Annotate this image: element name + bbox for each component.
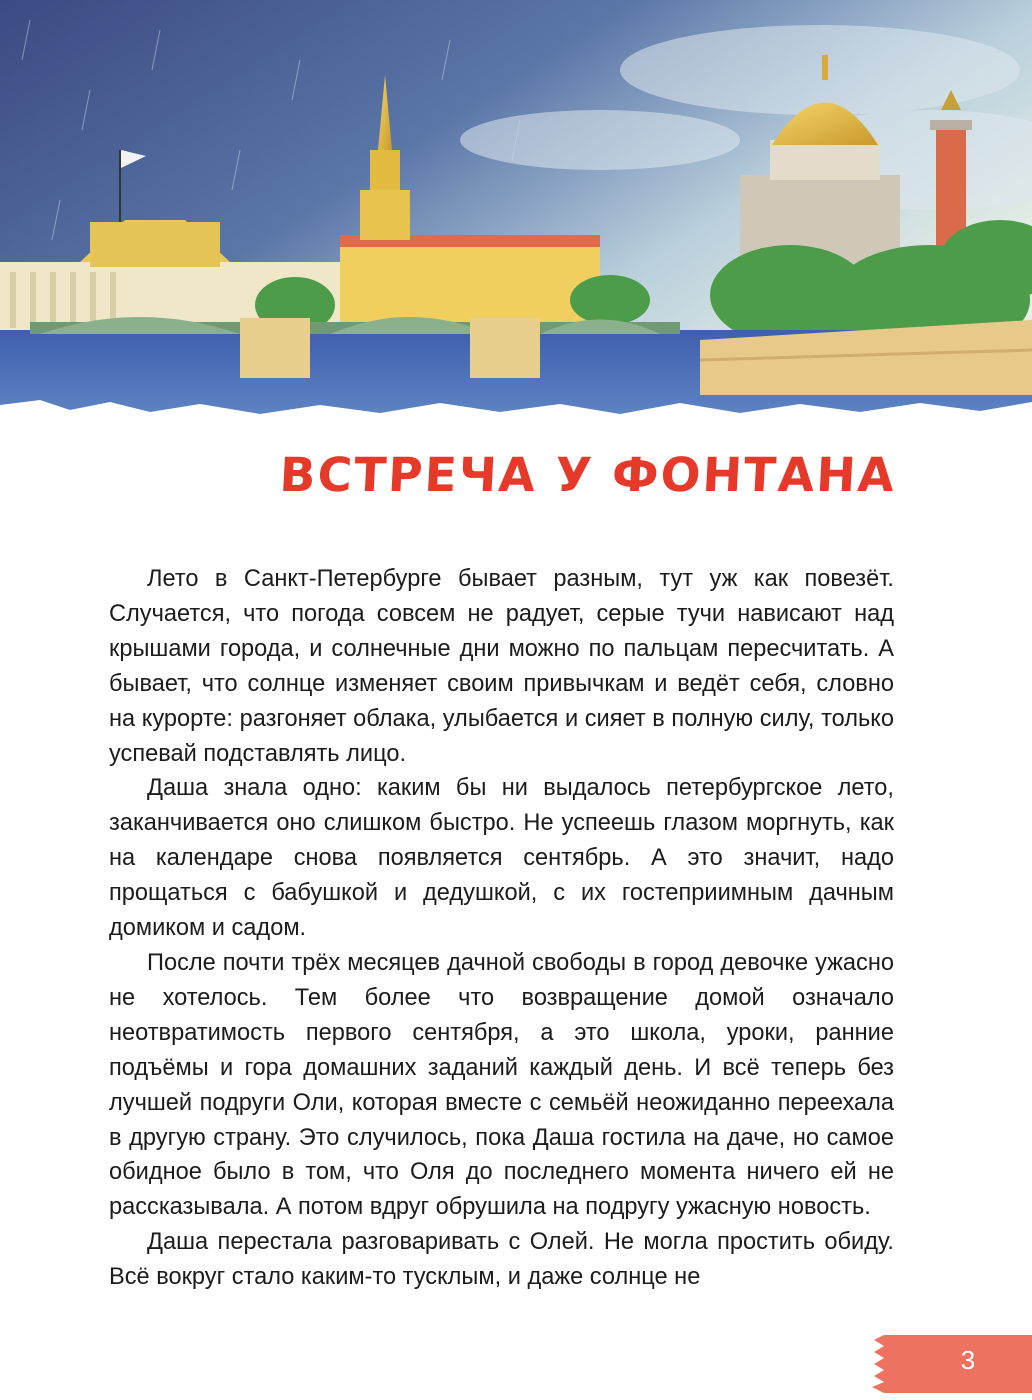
chapter-title: ВСТРЕЧА У ФОНТАНА — [278, 448, 898, 503]
saint-petersburg-illustration — [0, 0, 1032, 440]
page-number: 3 — [960, 1345, 976, 1375]
paragraph: Лето в Санкт-Петербурге бывает разным, тут уж как повезёт. Случается, что погода совсем не радует, серые тучи нависают над крышами города, и солнечные дни можно по пальцам пересчитать. А бывает, что солнце изменяет своим привычкам и ведёт себя, словно на курорте: разгоняет облака, улыбается и сияет в полную силу, только успевай подставлять лицо. — [109, 566, 894, 767]
paragraph: Даша знала одно: каким бы ни выдалось петербургское лето, заканчивается оно слишком быстро. Не успеешь глазом моргнуть, как на календаре снова появляется сентябрь. А это значит, надо прощаться с бабушкой и дедушкой, с их гостеприимным дачным домиком и садом. — [109, 775, 894, 942]
paragraph: Даша перестала разговаривать с Олей. Не могла простить обиду. Всё вокруг стало каким-то тусклым, и даже солнце не — [109, 1229, 894, 1291]
story-text — [109, 562, 894, 1295]
paragraph: После почти трёх месяцев дачной свободы в город девочке ужасно не хотелось. Тем более что возвращение домой означало неотвратимость первого сентября, а это школа, уроки, ранние подъёмы и гора домашних заданий каждый день. И всё теперь без лучшей подруги Оли, которая вместе с семьёй неожиданно переехала в другую страну. Это случилось, пока Даша гостила на даче, но самое обидное было в том, что Оля до последнего момента ничего ей не рассказывала. А потом вдруг обрушила на подругу ужасную новость. — [109, 949, 894, 1221]
